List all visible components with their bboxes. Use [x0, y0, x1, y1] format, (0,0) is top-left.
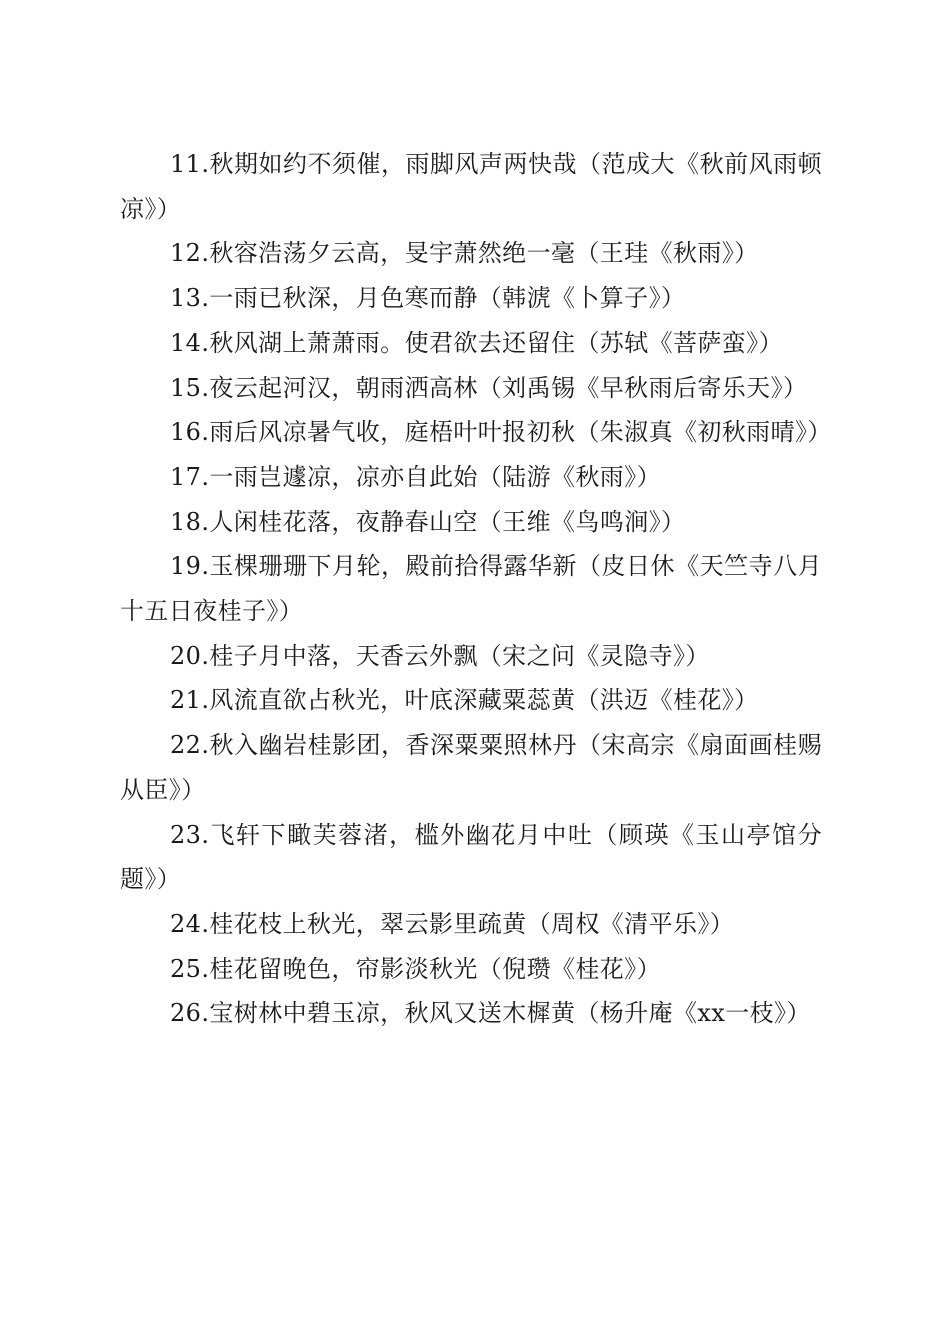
poem-entry-24: 24.桂花枝上秋光，翠云影里疏黄（周权《清平乐》）	[170, 909, 735, 938]
poem-entry-18: 18.人闲桂花落，夜静春山空（王维《鸟鸣涧》）	[170, 507, 686, 536]
poem-entry-12: 12.秋容浩荡夕云高，旻宇萧然绝一毫（王珪《秋雨》）	[170, 239, 759, 268]
poem-entry-23: 23.飞轩下瞰芙蓉渚，槛外幽花月中吐（顾瑛《玉山亭馆分题》）	[120, 820, 822, 894]
poem-entry-16: 16.雨后风凉暑气收，庭梧叶叶报初秋（朱淑真《初秋雨晴》）	[170, 418, 832, 447]
poem-entry-19: 19.玉棵珊珊下月轮，殿前拾得露华新（皮日休《天竺寺八月十五日夜桂子》）	[120, 552, 822, 626]
poem-list	[120, 142, 832, 1036]
poem-entry-25: 25.桂花留晚色，帘影淡秋光（倪瓒《桂花》）	[170, 954, 661, 983]
poem-entry-21: 21.风流直欲占秋光，叶底深藏粟蕊黄（洪迈《桂花》）	[170, 686, 759, 715]
poem-entry-20: 20.桂子月中落，天香云外飘（宋之问《灵隐寺》）	[170, 641, 710, 670]
poem-entry-15: 15.夜云起河汉，朝雨洒高林（刘禹锡《早秋雨后寄乐天》）	[170, 373, 808, 402]
poem-entry-13: 13.一雨已秋深，月色寒而静（韩淲《卜算子》）	[170, 284, 686, 313]
poem-entry-26: 26.宝树林中碧玉凉，秋风又送木樨黄（杨升庵《xx一枝》）	[170, 999, 811, 1028]
poem-entry-11: 11.秋期如约不须催，雨脚风声两快哉（范成大《秋前风雨顿凉》）	[120, 150, 822, 223]
poem-entry-17: 17.一雨岂遽凉，凉亦自此始（陆游《秋雨》）	[170, 462, 661, 491]
poem-entry-22: 22.秋入幽岩桂影团，香深粟粟照林丹（宋高宗《扇面画桂赐从臣》）	[120, 731, 822, 804]
poem-entry-14: 14.秋风湖上萧萧雨。使君欲去还留住（苏轼《菩萨蛮》）	[170, 328, 783, 357]
